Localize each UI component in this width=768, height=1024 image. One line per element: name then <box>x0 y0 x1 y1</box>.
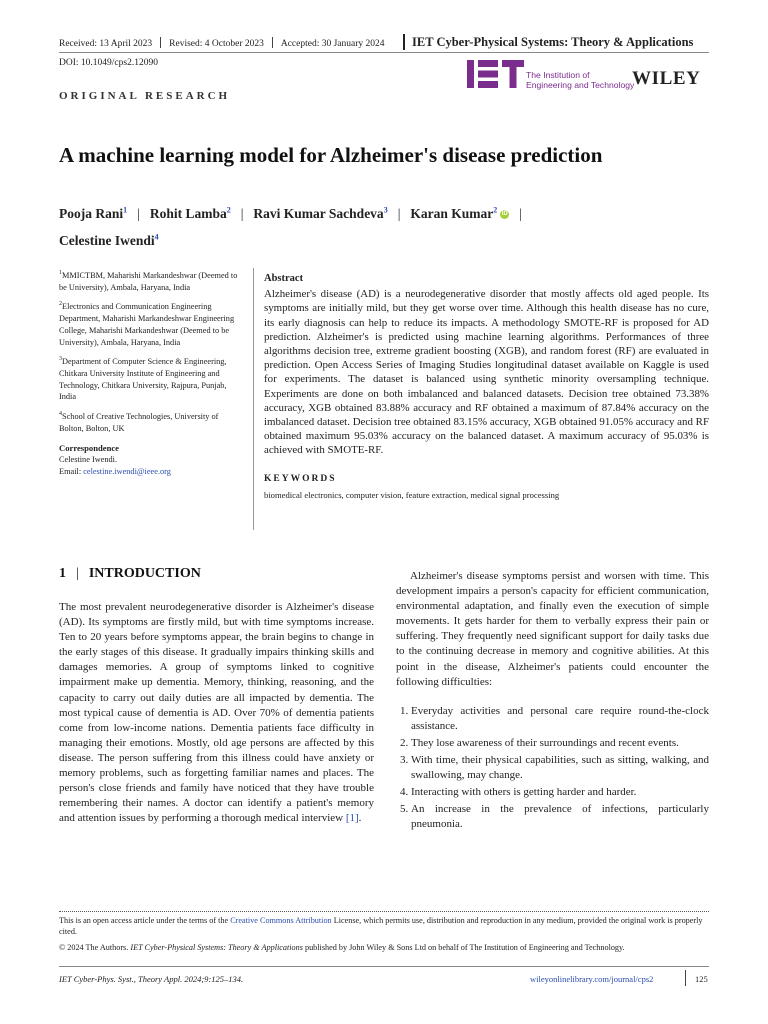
paper-title: A machine learning model for Alzheimer's disease prediction <box>59 143 603 167</box>
correspondence-name: Celestine Iwendi. <box>59 455 118 465</box>
received-date: Received: 13 April 2023 <box>59 39 153 49</box>
copyright-note: © 2024 The Authors. IET Cyber-Physical Systems: Theory & Applications published by John Wiley & Sons Ltd on behalf of The Institution of Engineering and Technology. <box>59 943 625 952</box>
abstract-text: Alzheimer's disease (AD) is a neurodegenerative disorder that mostly affects old aged people. Its symptoms are initially mild, but they get worse over time. Although this health disease has no cure, its early diagnosis can help to reduce its impacts. A methodology SMOTE-RF is proposed for AD prediction. Alzheimer's is predicted using machine learning algorithms. Performances of three algorithms decision tree, extreme gradient boosting (XGB), and random forest (RF) are evaluated in prediction. Open Access Series of Imaging Studies longitudinal dataset available on Kaggle is used for experiments. The dataset is balanced using synthetic minority oversampling technique. Experiments are done on both imbalanced and balanced datasets. Decision tree obtained 73.38% accuracy, XGB obtained 83.88% accuracy and RF obtained a maximum of 87.84% accuracy on the imbalanced dataset. Decision tree obtained 83.15% accuracy, XGB obtained 91.05% accuracy and RF obtained maximum 95.03% accuracy on the balanced dataset. A maximum accuracy of 95.03% is achieved with SMOTE-RF. <box>264 288 709 457</box>
author[interactable]: Karan Kumar$^2$ iD <box>410 205 508 221</box>
article-type: ORIGINAL RESEARCH <box>59 90 231 102</box>
section-heading: 1 | INTRODUCTION <box>59 566 201 581</box>
list-item: 4. Interacting with others is getting harder and harder. <box>411 785 709 800</box>
citation-line: IET Cyber-Phys. Syst., Theory Appl. 2024;9:125–134. <box>59 974 244 984</box>
affiliation: $^3$Department of Computer Science & Engineering, Chitkara University Institute of Engineering and Technology, Chitkara University, Rajpura, Punjab, India <box>59 356 227 402</box>
article-dates <box>59 37 385 49</box>
revised-date: Revised: 4 October 2023 <box>169 39 264 49</box>
list-item: 1. Everyday activities and personal care require round-the-clock assistance. <box>411 704 709 734</box>
intro-left-column <box>59 600 374 826</box>
author[interactable]: Pooja Rani$^1$ <box>59 205 128 221</box>
intro-paragraph: The most prevalent neurodegenerative disorder is Alzheimer's disease (AD). Its symptoms are firstly mild, but with time symptoms increase. Ten to 20 years before symptoms appear, the brain begins to change in the early stages of this disease. It gradually impairs thinking skills and damages memories. A group of symptoms linked to cognitive impairment make up dementia. Memory, thinking, reasoning, and the capacity to carry out daily duties are all impacted by dementia. The most typical cause of dementia is AD. Over 70% of dementia patients come from low-income nations. Dementia patients face difficulty in managing their emotions. Mostly, old age persons are affected by this disease. The person suffering from this illness could have anxiety or memory problems, such as forgetting familiar names and places. The person's close friends and family have noticed that they have trouble remembering their names. A doctor can identify a patient's memory and attention issues by performing a thorough medical interview [1]. <box>59 601 374 825</box>
author-list: Pooja Rani$^1$ | Rohit Lamba$^2$ | Ravi Kumar Sachdeva$^3$ | Karan Kumar$^2$ iD | Celestine Iwendi$^4$ <box>59 205 522 248</box>
affiliations <box>59 268 244 478</box>
license-link[interactable]: Creative Commons Attribution <box>230 916 332 925</box>
footer-divider <box>685 970 686 986</box>
orcid-icon[interactable]: iD <box>501 210 508 217</box>
header-rule <box>59 52 709 53</box>
author[interactable]: Rohit Lamba$^2$ <box>149 205 231 221</box>
doi: DOI: 10.1049/cps2.12090 <box>59 58 158 68</box>
list-item: 5. An increase in the prevalence of infections, particularly pneumonia. <box>411 802 709 832</box>
author[interactable]: Ravi Kumar Sachdeva$^3$ <box>253 205 388 221</box>
correspondence-email-link[interactable]: celestine.iwendi@ieee.org <box>83 467 171 477</box>
list-item: 2. They lose awareness of their surroundings and recent events. <box>411 736 709 751</box>
abstract-title: Abstract <box>264 273 304 284</box>
affiliation: $^4$School of Creative Technologies, University of Bolton, Bolton, UK <box>59 411 219 433</box>
iet-logo <box>467 60 524 88</box>
keywords-text: biomedical electronics, computer vision, feature extraction, medical signal processing <box>264 489 560 500</box>
correspondence-email-line: Email: celestine.iwendi@ieee.org <box>59 467 171 477</box>
footer-rule <box>59 966 709 967</box>
journal-divider <box>403 34 405 50</box>
affiliation: $^2$Electronics and Communication Engineering Department, Maharishi Markandeshwar Engineering College, Maharishi Markandeshwar (Deemed to be University), Ambala, Haryana, India <box>59 301 235 347</box>
list-item: 3. With time, their physical capabilities, such as sitting, walking, and swallowing, may change. <box>411 753 709 783</box>
affiliation: $^1$MMICTBM, Maharishi Markandeshwar (Deemed to be University), Ambala, Haryana, India <box>59 270 238 292</box>
accepted-date: Accepted: 30 January 2024 <box>280 39 385 49</box>
footnote-rule <box>59 911 709 912</box>
page-number: 125 <box>695 974 708 984</box>
iet-institution-name: The Institution of Engineering and Technology <box>526 70 635 90</box>
correspondence-title: Correspondence <box>59 442 119 453</box>
journal-url-link[interactable]: wileyonlinelibrary.com/journal/cps2 <box>530 974 654 984</box>
open-access-note: This is an open access article under the terms of the Creative Commons Attribution License, which permits use, distribution and reproduction in any medium, provided the original work is properly cited. <box>59 916 703 936</box>
difficulties-list <box>396 704 709 833</box>
abstract <box>264 272 709 502</box>
column-divider <box>253 268 254 530</box>
wiley-logo: WILEY <box>632 68 701 89</box>
journal-name: IET Cyber-Physical Systems: Theory & Applications <box>412 35 694 49</box>
keywords-title: KEYWORDS <box>264 473 337 484</box>
intro-right-column <box>396 569 709 835</box>
citation-link[interactable]: [1] <box>345 812 359 825</box>
author[interactable]: Celestine Iwendi$^4$ <box>59 232 159 248</box>
intro-paragraph: Alzheimer's disease symptoms persist and worsen with time. This development impairs a person's capacity for efficient communication, environmental adaptation, and finally even the execution of simple movements. It gets harder for them to verbally express their pain or suffering. They frequently need significant support for daily tasks due to the continuing decrease in memory and cognitive abilities. At this point in the disease, Alzheimer's patients could encounter the following difficulties: <box>396 570 709 688</box>
